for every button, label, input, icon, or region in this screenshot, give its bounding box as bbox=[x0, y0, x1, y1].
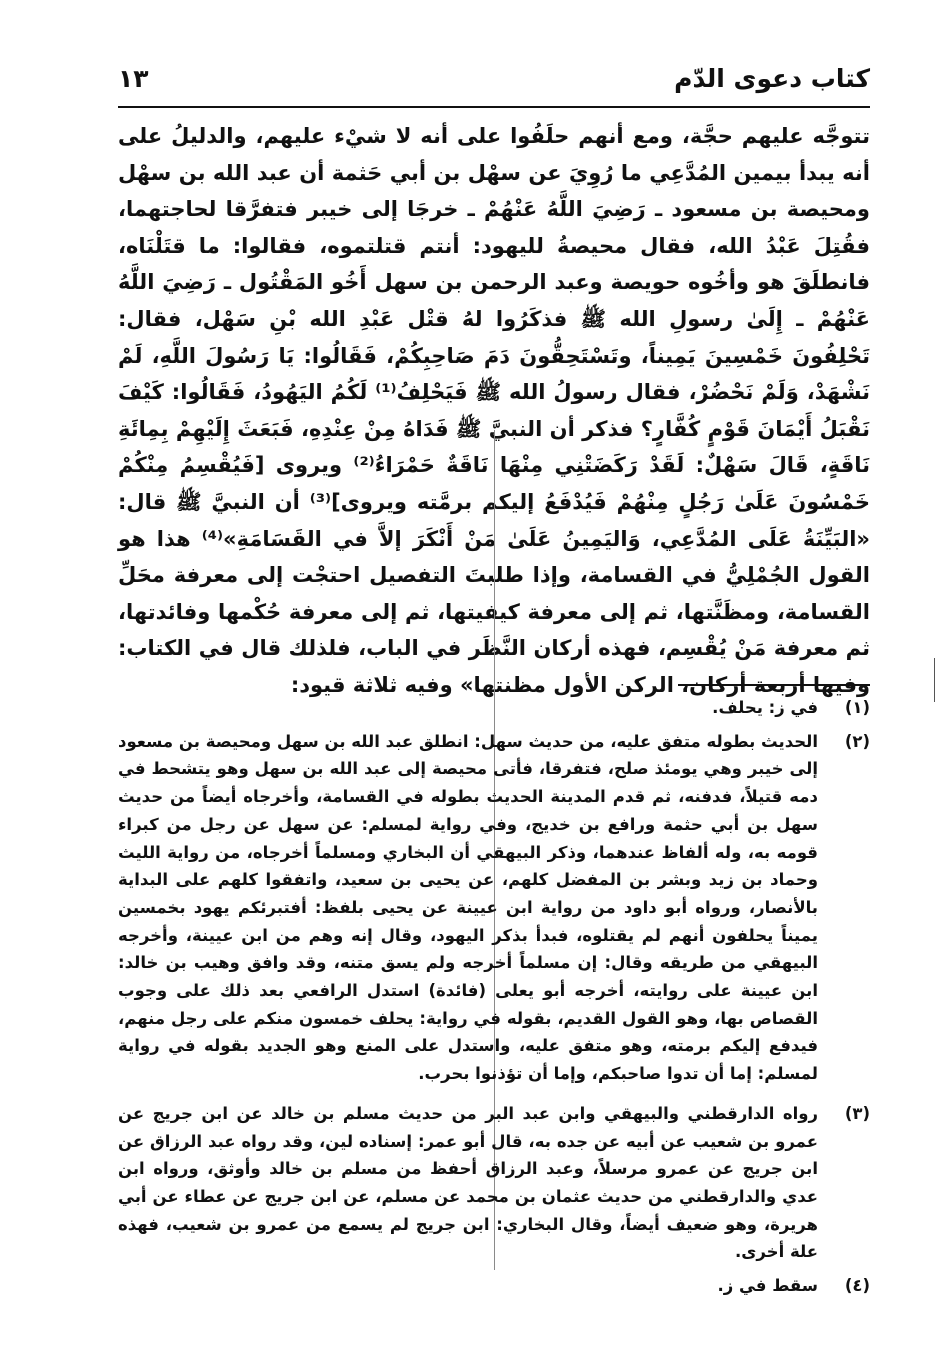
footnote-number: (١) bbox=[844, 698, 870, 717]
footnote-2 bbox=[118, 728, 870, 1088]
footnote-number: (٤) bbox=[844, 1276, 870, 1296]
margin-mark bbox=[934, 658, 935, 702]
running-title: كتاب دعوى الدّم bbox=[674, 64, 870, 93]
main-paragraph: تتوجَّه عليهم حجَّة، ومع أنهم حلَفُوا على أنه لا شيْء عليهم، والدليلُ على أنه يبدأ بيمين المُدَّعِي ما رُوِيَ عن سهْل بن أبي حَثمة أن عبد الله بن سهْل ومحيصة بن مسعود ـ رَضِيَ اللَّهُ عَنْهُمْ ـ خرجَا إلى خيبر فتفرَّقا لحاجتهما، فقُتِلَ عَبْدُ الله، فقال محيصةُ لليهود: أنتم قتلتموه، فقالوا: ما قتَلْنَاه، فانطلَقَ هو وأخُوه حويصة وعبد الرحمن بن سهل أَخُو المَقْتُول ـ رَضِيَ اللَّهُ عَنْهُمْ ـ إِلَىٰ رسولِ الله ﷺ فذكَرُوا لهُ قتْل عَبْدِ الله بْنِ سَهْل، فقال: تَحْلِفُونَ خَمْسِينَ يَمِيناً، وتَسْتَحِقُّونَ دَمَ صَاحِبِكُمْ، فَقَالُوا: يَا رَسُولَ اللَّهِ، لَمْ نَشْهَدْ، وَلَمْ نَحْضُرْ، فقال رسولُ الله ﷺ فَيَحْلِفُ⁽¹⁾ لَكُمُ اليَهُودُ، فَقَالُوا: كَيْفَ نَقْبَلُ أَيْمَانَ قَوْمٍ كُفَّارٍ؟ فذكر أن النبيَّ ﷺ فَدَاهُ مِنْ عِنْدِهِ، فَبَعَثَ إِلَيْهِمْ بِمِائَةِ نَاقَةٍ، قَالَ سَهْلٌ: لَقَدْ رَكَضَتْنِي مِنْهَا نَاقَةٌ حَمْرَاءُ⁽²⁾ ويروى [فَيُقْسِمُ مِنْكُمْ خَمْسُونَ عَلَىٰ رَجُلٍ مِنْهُمْ فَيُدْفَعُ إليكم برمَّته ويروى]⁽³⁾ أن النبيَّ ﷺ قال: «البَيِّنَةُ عَلَى المُدَّعِي، وَاليَمِينُ عَلَىٰ مَنْ أَنْكَرَ إلاَّ في القَسَامَةِ»⁽⁴⁾ هذا هو القول الجُمْلِيُّ في القسامة، وإذا طلبتَ التفصيل احتجْت إلى معرفة محَلِّ القسامة، ومظَنَّتها، ثم إلى معرفة كيفيتها، ثم إلى معرفة حُكْمها وفائدتها، ثم معرفة مَنْ يُقْسِم، فهذه أركان النَّظَر في الباب، فلذلك قال في الكتاب: وفيها أربعة أركان، الركن الأول مظنتها» وفيه ثلاثة قيود: bbox=[118, 124, 871, 697]
footnote-4 bbox=[118, 1272, 870, 1300]
footnote-separator bbox=[678, 684, 870, 686]
running-header bbox=[118, 58, 870, 102]
footnote-text: رواه الدارقطني والبيهقي وابن عبد البر من حديث مسلم بن خالد عن ابن جريج عن عمرو بن شعيب عن أبيه عن جده به، قال أبو عمر: إسناده لين، وقد رواه عبد الرزاق عن ابن جريج عن عمرو مرسلاً، وعبد الرزاق أحفظ من مسلم بن خالد وأوثق، ورواه ابن عدي والدارقطني من حديث عثمان بن محمد عن مسلم، عن ابن جريج عن عطاء عن أبي هريرة، وهو ضعيف أيضاً، وقال البخاري: ابن جريج لم يسمع من عمرو بن شعيب، فهذه علة أخرى. bbox=[118, 1103, 818, 1262]
footnote-3 bbox=[118, 1100, 870, 1266]
footnote-1 bbox=[118, 694, 870, 722]
footnote-text: الحديث بطوله متفق عليه، من حديث سهل: انطلق عبد الله بن سهل ومحيصة بن مسعود إلى خيبر وهي يومئذ صلح، فتفرقا، فأتى محيصة إلى عبد الله بن سهل وهو يتشحط في دمه قتيلاً، فدفنه، ثم قدم المدينة الحديث بطوله في القسامة، وأخرجاه أيضاً من حديث سهل بن أبي حثمة ورافع بن خديج، وفي رواية لمسلم: عن سهل عن رجل من كبراء قومه به، وله ألفاظ عندهما، وذكر البيهقي أن البخاري ومسلماً أخرجاه، من رواية الليث وحماد بن زيد وبشر بن المفضل كلهم، عن يحيى بن سعيد، واتفقوا كلهم على البداية بالأنصار، ورواه أبو داود من رواية ابن عيينة عن يحيى بلفظ: أفتبرئكم يهود بخمسين يميناً يحلفون أنهم لم يقتلوه، فبدأ بذكر اليهود، وقال إنه وهم من ابن عيينة، وأخرجه البيهقي من طريقه وقال: إن مسلماً أخرجه ولم يسق متنه، وقد وافق وهيب بن خالد: ابن عيينة على روايته، أخرجه أبو يعلى (فائدة) استدل الرافعي بعد ذلك على وجوب القصاص بها، وهو القول القديم، بقوله في رواية: يحلف خمسون منكم على رجل منهم، فيدفع إليكم برمته، وهو متفق عليه، واستدل على المنع وهو الجديد بقوله في رواية لمسلم: إما أن تدوا صاحبكم، وإما أن تؤذنوا بحرب. bbox=[118, 731, 818, 1084]
footnote-number: (٣) bbox=[844, 1103, 870, 1123]
footnote-text: سقط في ز. bbox=[717, 1276, 818, 1296]
header-rule bbox=[118, 106, 870, 108]
footnote-number: (٢) bbox=[844, 731, 870, 751]
footnotes bbox=[118, 694, 870, 1300]
page-number: ١٣ bbox=[118, 64, 149, 93]
footnote-text: في ز: يحلف. bbox=[712, 698, 818, 717]
